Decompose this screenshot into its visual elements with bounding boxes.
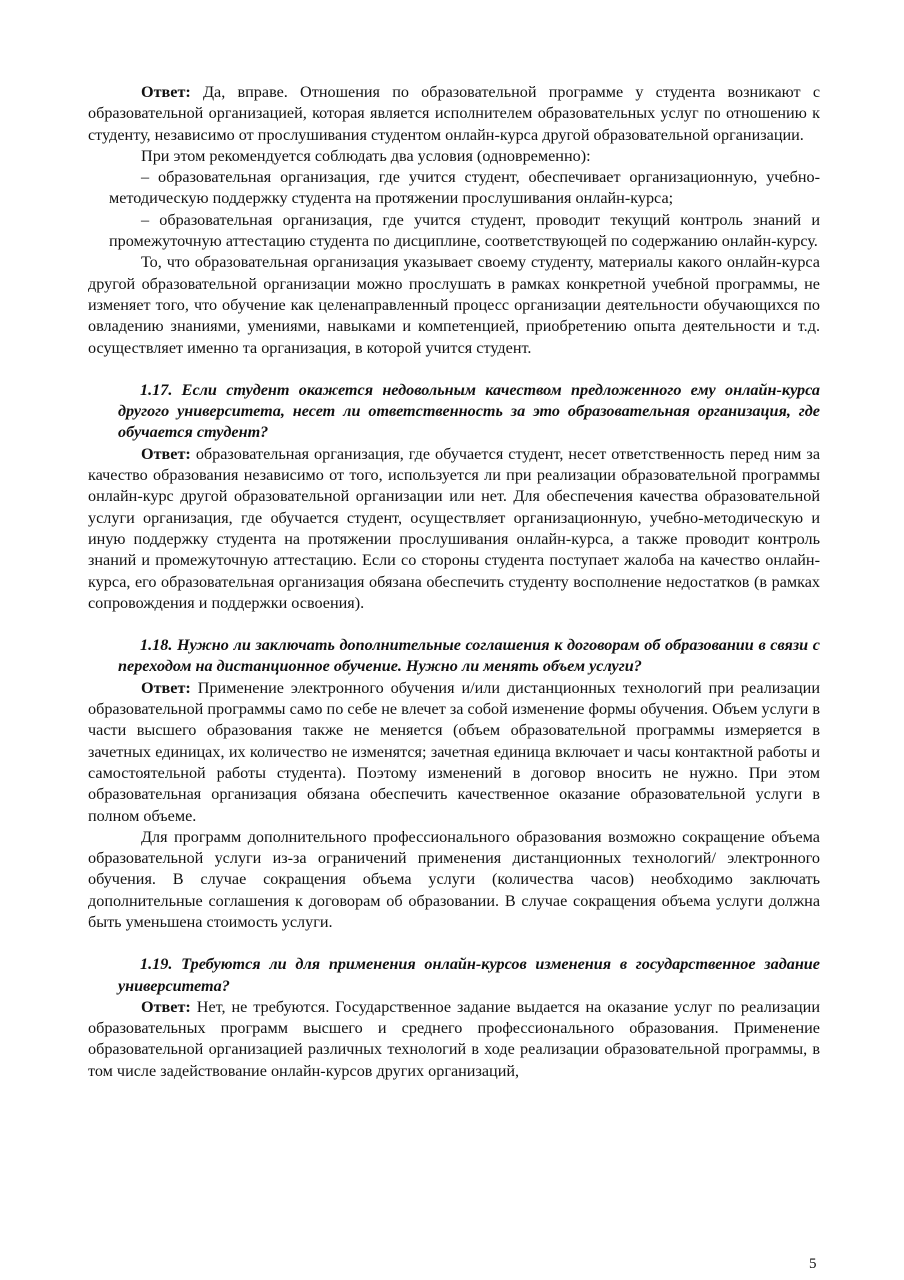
answer-paragraph <box>88 678 820 827</box>
answer-text: Да, вправе. Отношения по образовательной программе у студента возникают с образовательной организацией, которая является исполнителем образовательных услуг по отношению к студенту, независимо от прослушивания студентом онлайн-курса другой образовательной организации. <box>88 83 820 144</box>
document-page <box>88 82 820 1082</box>
answer-label: Ответ: <box>141 83 191 101</box>
answer-paragraph <box>88 997 820 1082</box>
question-heading-1-17: 1.17. Если студент окажется недовольным качеством предложенного ему онлайн-курса другого университета, несет ли ответственность за это образовательная организация, где обучается студент? <box>118 380 820 442</box>
answer-label: Ответ: <box>141 997 191 1016</box>
answer-label: Ответ: <box>141 678 191 697</box>
paragraph: При этом рекомендуется соблюдать два условия (одновременно): <box>141 146 591 165</box>
paragraph: То, что образовательная организация указывает своему студенту, материалы какого онлайн-курса другой образовательной организации можно прослушать в рамках конкретной учебной программы, не изменяет того, что обучение как целенаправленный процесс организации деятельности обучающихся по овладению знаниями, умениями, навыками и компетенцией, приобретению опыта деятельности и т.д. осуществляет именно та организация, в которой учится студент. <box>88 253 820 357</box>
answer-paragraph <box>88 444 820 614</box>
dash-list-item: – образовательная организация, где учится студент, проводит текущий контроль знаний и промежуточную аттестацию студента по дисциплине, соответствующей по содержанию онлайн-курсу. <box>109 210 820 251</box>
answer-text: Нет, не требуются. Государственное задание выдается на оказание услуг по реализации образовательных программ высшего и среднего профессионального образования. Применение образовательной организацией различных технологий в ходе реализации образовательной программы, в том числе задействование онлайн-курсов других организаций, <box>88 997 821 1080</box>
dash-list-item: – образовательная организация, где учится студент, обеспечивает организационную, учебно-методическую поддержку студента на протяжении прослушивания онлайн-курса; <box>109 168 820 208</box>
question-heading-1-18: 1.18. Нужно ли заключать дополнительные соглашения к договорам об образовании в связи с переходом на дистанционное обучение. Нужно ли менять объем услуги? <box>118 636 820 676</box>
paragraph: Для программ дополнительного профессионального образования возможно сокращение объема образовательной услуги из-за ограничений применения дистанционных технологий/ электронного обучения. В случае сокращения объема услуги (количества часов) необходимо заключать дополнительные соглашения к договорам об образовании. В случае сокращения объема услуги должна быть уменьшена стоимость услуги. <box>88 827 820 931</box>
question-heading-1-19: 1.19. Требуются ли для применения онлайн-курсов изменения в государственное задание университета? <box>118 955 820 995</box>
page-number: 5 <box>809 1256 817 1272</box>
answer-text: Применение электронного обучения и/или дистанционных технологий при реализации образовательной программы само по себе не влечет за собой изменение формы обучения. Объем услуги в части высшего образования также не меняется (объем образовательной программы измеряется в зачетных единицах, их количество не изменятся; зачетная единица включает и часы контактной работы и самостоятельной работы студента). Поэтому изменений в договор вносить не нужно. При этом образовательная организация обязана обеспечить качественное оказание образовательной услуги в полном объеме. <box>88 678 821 825</box>
answer-label: Ответ: <box>141 444 191 463</box>
answer-text: образовательная организация, где обучается студент, несет ответственность перед ним за качество образования независимо от того, используется ли при реализации образовательной программы онлайн-курс другой образовательной организации или нет. Для обеспечения качества образовательной услуги организация, где обучается студент, осуществляет организационную, учебно-методическую и иную поддержку студента на протяжении прослушивания онлайн-курса, а также проводит контроль знаний и промежуточную аттестацию. Если со стороны студента поступает жалоба на качество онлайн-курса, его образовательная организация обязана обеспечить студенту восполнение недостатков (в рамках сопровождения и поддержки освоения). <box>88 444 820 612</box>
answer-paragraph <box>88 82 820 146</box>
